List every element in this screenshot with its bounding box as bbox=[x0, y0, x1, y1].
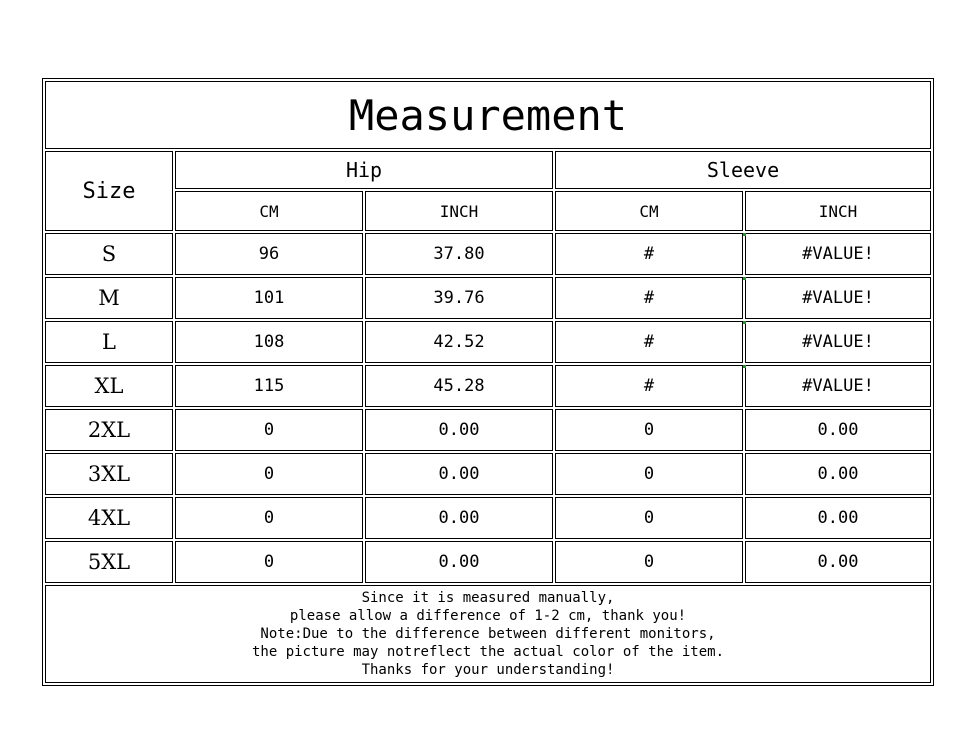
hip-inch-cell: 0.00 bbox=[365, 541, 553, 583]
hip-inch-cell: 45.28 bbox=[365, 365, 553, 407]
hip-cm-cell: 96 bbox=[175, 233, 363, 275]
header-hip-cm: CM bbox=[175, 191, 363, 231]
row-size-label: 2XL bbox=[45, 409, 173, 451]
hip-inch-cell: 42.52 bbox=[365, 321, 553, 363]
note-line: Since it is measured manually, bbox=[361, 590, 615, 606]
header-hip-inch: INCH bbox=[365, 191, 553, 231]
cell-error-marker bbox=[743, 277, 746, 280]
table-title: Measurement bbox=[45, 81, 931, 149]
sleeve-cm-cell: 0 bbox=[555, 453, 743, 495]
sleeve-inch-cell: #VALUE! bbox=[745, 365, 931, 407]
footer-note bbox=[45, 585, 931, 683]
row-size-label: XL bbox=[45, 365, 173, 407]
sleeve-cm-cell: # bbox=[555, 277, 743, 319]
sleeve-cm-cell: 0 bbox=[555, 497, 743, 539]
hip-inch-cell: 0.00 bbox=[365, 497, 553, 539]
sleeve-cm-cell: # bbox=[555, 365, 743, 407]
sleeve-inch-cell: #VALUE! bbox=[745, 321, 931, 363]
cell-error-marker bbox=[743, 365, 746, 368]
row-size-label: 5XL bbox=[45, 541, 173, 583]
hip-inch-cell: 0.00 bbox=[365, 453, 553, 495]
row-size-label: S bbox=[45, 233, 173, 275]
sleeve-cm-cell: # bbox=[555, 233, 743, 275]
hip-cm-cell: 0 bbox=[175, 497, 363, 539]
hip-inch-cell: 0.00 bbox=[365, 409, 553, 451]
note-line: the picture may notreflect the actual color of the item. bbox=[251, 644, 724, 660]
header-sleeve: Sleeve bbox=[555, 151, 931, 189]
hip-cm-cell: 101 bbox=[175, 277, 363, 319]
note-line: Note:Due to the difference between different monitors, bbox=[260, 626, 716, 642]
sleeve-cm-cell: 0 bbox=[555, 409, 743, 451]
measurement-table bbox=[42, 78, 934, 686]
sleeve-inch-cell: #VALUE! bbox=[745, 233, 931, 275]
row-size-label: L bbox=[45, 321, 173, 363]
hip-cm-cell: 115 bbox=[175, 365, 363, 407]
sleeve-inch-cell: 0.00 bbox=[745, 497, 931, 539]
hip-cm-cell: 0 bbox=[175, 453, 363, 495]
sleeve-inch-cell: 0.00 bbox=[745, 409, 931, 451]
header-sleeve-cm: CM bbox=[555, 191, 743, 231]
header-hip: Hip bbox=[175, 151, 553, 189]
sleeve-cm-cell: # bbox=[555, 321, 743, 363]
cell-error-marker bbox=[743, 233, 746, 236]
sleeve-cm-cell: 0 bbox=[555, 541, 743, 583]
hip-cm-cell: 108 bbox=[175, 321, 363, 363]
row-size-label: M bbox=[45, 277, 173, 319]
header-sleeve-inch: INCH bbox=[745, 191, 931, 231]
note-line: please allow a difference of 1-2 cm, thank you! bbox=[289, 608, 687, 624]
hip-cm-cell: 0 bbox=[175, 541, 363, 583]
row-size-label: 3XL bbox=[45, 453, 173, 495]
sleeve-inch-cell: #VALUE! bbox=[745, 277, 931, 319]
hip-inch-cell: 37.80 bbox=[365, 233, 553, 275]
hip-inch-cell: 39.76 bbox=[365, 277, 553, 319]
cell-error-marker bbox=[743, 321, 746, 324]
row-size-label: 4XL bbox=[45, 497, 173, 539]
hip-cm-cell: 0 bbox=[175, 409, 363, 451]
sleeve-inch-cell: 0.00 bbox=[745, 453, 931, 495]
sleeve-inch-cell: 0.00 bbox=[745, 541, 931, 583]
header-size: Size bbox=[45, 151, 173, 231]
note-line: Thanks for your understanding! bbox=[361, 662, 615, 678]
